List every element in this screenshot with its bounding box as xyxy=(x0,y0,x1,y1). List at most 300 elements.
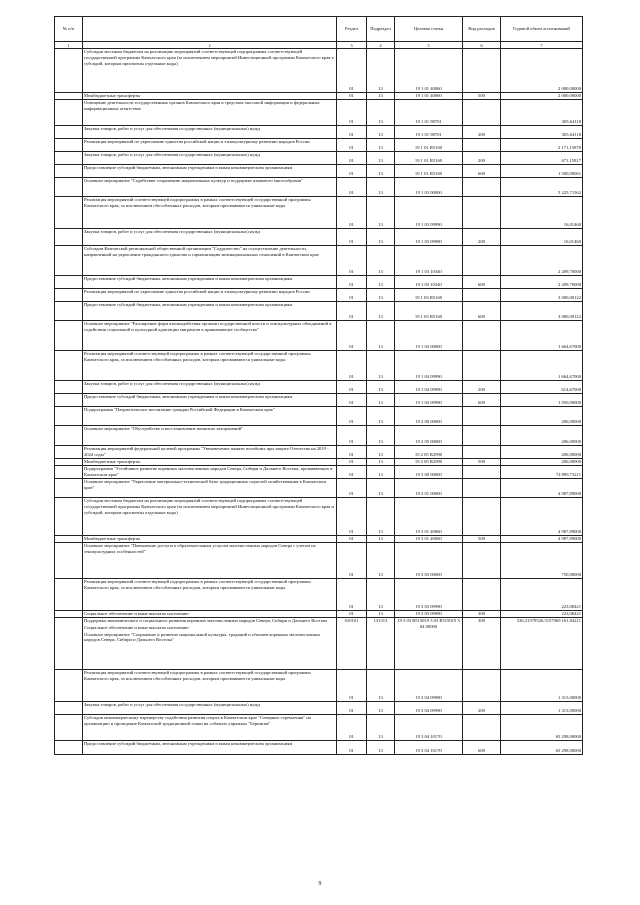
allocation-amount-cell: 223,08421 xyxy=(501,579,583,611)
expense-name-cell xyxy=(83,381,337,394)
column-number: 7 xyxy=(501,42,583,49)
expense-name-cell xyxy=(83,178,337,197)
expense-type-cell xyxy=(463,479,501,498)
podrazdel-cell: 13 xyxy=(367,126,395,139)
razdel-cell: 01 xyxy=(337,139,367,152)
allocation-amount-cell: 3 000,00122 xyxy=(501,289,583,302)
table-row xyxy=(55,289,583,302)
target-article-cell: 19 1 01 R5160 xyxy=(395,152,463,165)
podrazdel-cell: 13 xyxy=(367,611,395,618)
expense-name: Основное мероприятие "Содействие сохранению национальных культур и поддержке языкового многообразия" xyxy=(84,178,303,183)
expense-name-cell xyxy=(83,543,337,579)
target-article-cell: 19 3 00 00000 xyxy=(395,466,463,479)
expense-name-cell xyxy=(83,229,337,246)
target-article-cell: 19 3 04 09990 xyxy=(395,670,463,702)
table-row xyxy=(55,178,583,197)
expense-type-cell: 500 xyxy=(463,93,501,100)
row-index-cell xyxy=(55,394,83,407)
expense-type-cell: 500 xyxy=(463,536,501,543)
expense-name-cell xyxy=(83,302,337,321)
podrazdel-cell: 13 xyxy=(367,407,395,426)
razdel-cell: 01 xyxy=(337,446,367,459)
target-article-cell: 19 1 01 98701 xyxy=(395,100,463,126)
podrazdel-cell: 13 xyxy=(367,741,395,755)
expense-name-cell xyxy=(83,670,337,702)
target-article-cell: 19 3 01 40060 xyxy=(395,536,463,543)
expense-name-cell xyxy=(83,93,337,100)
table-row xyxy=(55,381,583,394)
allocation-amount-cell: 5 225,71562 xyxy=(501,178,583,197)
table-row xyxy=(55,321,583,351)
table-row xyxy=(55,536,583,543)
allocation-amount-cell: 16,01460 xyxy=(501,197,583,229)
razdel-cell: 01 xyxy=(337,289,367,302)
allocation-amount-cell: 65 298,00000 xyxy=(501,741,583,755)
expense-type-cell xyxy=(463,289,501,302)
table-row xyxy=(55,49,583,93)
expense-name-cell xyxy=(83,459,337,466)
table-row xyxy=(55,165,583,178)
expense-type-cell xyxy=(463,466,501,479)
expense-name-cell xyxy=(83,579,337,611)
expense-name-cell xyxy=(83,165,337,178)
razdel-cell: 01 xyxy=(337,407,367,426)
table-row xyxy=(55,139,583,152)
allocation-amount-cell: 206,00000 xyxy=(501,426,583,446)
podrazdel-cell: 13 xyxy=(367,446,395,459)
expense-name-cell xyxy=(83,321,337,351)
podrazdel-value: 13 xyxy=(378,618,383,623)
target-article-cell: 19 2 05 00000 xyxy=(395,426,463,446)
podrazdel-cell xyxy=(367,618,395,670)
row-index-cell xyxy=(55,100,83,126)
podrazdel-cell: 13 xyxy=(367,579,395,611)
expense-name: Подпрограмма "Патриотическое воспитание граждан Российской Федерации в Камчатском крае" xyxy=(84,407,275,412)
target-article-cell: 19 1 03 R5160 xyxy=(395,302,463,321)
row-index-cell xyxy=(55,715,83,741)
razdel-cell: 01 xyxy=(337,381,367,394)
expense-type-cell xyxy=(463,426,501,446)
podrazdel-cell: 13 xyxy=(367,715,395,741)
row-index-cell xyxy=(55,446,83,459)
razdel-cell: 01 xyxy=(337,670,367,702)
table-row xyxy=(55,715,583,741)
podrazdel-cell: 13 xyxy=(367,459,395,466)
expense-type-cell xyxy=(463,321,501,351)
expense-name-cell xyxy=(83,741,337,755)
table-row xyxy=(55,618,583,670)
expense-name: Предоставление субсидий бюджетным, автономным учреждениям и иным некоммерческим организациям xyxy=(84,165,293,170)
table-row xyxy=(55,126,583,139)
row-index-cell xyxy=(55,197,83,229)
expense-type-cell: 200 xyxy=(463,126,501,139)
column-number: 3 xyxy=(337,42,367,49)
target-article-cell: 19 1 01 R5160 xyxy=(395,165,463,178)
expense-name-cell xyxy=(83,126,337,139)
expense-name-cell xyxy=(83,407,337,426)
expense-name: Реализация мероприятий соответствующей подпрограммы в рамках соответствующей государственной программы Камчатского края, за исключением обособленных расходов, которым присваиваются уникальные коды xyxy=(84,579,311,590)
table-row xyxy=(55,426,583,446)
row-index-cell xyxy=(55,498,83,536)
razdel-cell: 01 xyxy=(337,165,367,178)
target-article-value: 19 3 04 00000 xyxy=(419,618,460,629)
page-number: 9 xyxy=(318,881,322,887)
target-article-cell: 19 2 05 R2990 xyxy=(395,446,463,459)
expense-name: Предоставление субсидий бюджетным, автономным учреждениям и иным некоммерческим организациям xyxy=(84,394,293,399)
expense-type-cell xyxy=(463,139,501,152)
podrazdel-cell: 13 xyxy=(367,165,395,178)
podrazdel-cell: 13 xyxy=(367,289,395,302)
expense-name: Реализация мероприятий соответствующей подпрограммы в рамках соответствующей государственной программы Камчатского края, за исключением обособленных расходов, которым присваиваются уникальные коды xyxy=(84,351,311,362)
razdel-value: 01 xyxy=(344,618,350,623)
target-article-cell: 19 3 03 09990 xyxy=(395,579,463,611)
allocation-amount-cell: 223,08421 xyxy=(501,611,583,618)
expense-type-cell xyxy=(463,579,501,611)
expense-name-cell xyxy=(83,715,337,741)
expense-name: Межбюджетные трансферты xyxy=(84,459,141,464)
target-article-cell: 19 1 03 10340 xyxy=(395,246,463,276)
expense-name: Закупка товаров, работ и услуг для обеспечения государственных (муниципальных) нужд xyxy=(84,381,260,386)
razdel-cell: 01 xyxy=(337,49,367,93)
podrazdel-cell: 13 xyxy=(367,498,395,536)
document-sheet xyxy=(54,16,582,755)
allocation-amount-cell: 2 209,70000 xyxy=(501,276,583,289)
expense-name: Предоставление субсидий бюджетным, автономным учреждениям и иным некоммерческим организациям xyxy=(84,276,293,281)
target-article-cell: 19 1 04 00000 xyxy=(395,321,463,351)
target-article-cell: 19 1 01 40060 xyxy=(395,93,463,100)
razdel-cell: 01 xyxy=(337,246,367,276)
table-row xyxy=(55,152,583,165)
expense-type-cell xyxy=(463,351,501,381)
podrazdel-cell: 13 xyxy=(367,394,395,407)
podrazdel-cell: 13 xyxy=(367,536,395,543)
target-article-cell: 19 2 00 00000 xyxy=(395,407,463,426)
target-article-cell: 19 1 01 R5160 xyxy=(395,139,463,152)
target-article-cell: 19 3 01 00000 xyxy=(395,479,463,498)
expense-name: Реализация мероприятий по укреплению единства российской нации и этнокультурному развитию народов России xyxy=(84,139,310,144)
expense-name: Межбюджетные трансферты xyxy=(84,93,141,98)
expense-name: Закупка товаров, работ и услуг для обеспечения государственных (муниципальных) нужд xyxy=(84,229,260,234)
target-article-cell: 19 3 01 40060 xyxy=(395,498,463,536)
allocation-amount-cell: 16,01460 xyxy=(501,229,583,246)
table-row xyxy=(55,579,583,611)
podrazdel-cell: 13 xyxy=(367,246,395,276)
podrazdel-value: 13 xyxy=(382,618,388,623)
razdel-cell: 01 xyxy=(337,93,367,100)
table-row xyxy=(55,498,583,536)
table-row xyxy=(55,351,583,381)
row-index-cell xyxy=(55,139,83,152)
column-number-row xyxy=(55,42,583,49)
razdel-cell: 01 xyxy=(337,178,367,197)
expense-name: Основное мероприятие "Сохранение и развитие национальной культуры, традиций и обычаев коренных малочисленных народов Севера, Сибири и Дальнего Востока" xyxy=(84,631,321,643)
podrazdel-cell: 13 xyxy=(367,276,395,289)
expense-name: Основное мероприятие "Обустройство и восстановление воинских захоронений" xyxy=(84,426,244,431)
column-number: 2 xyxy=(83,42,337,49)
expense-name-cell xyxy=(83,702,337,715)
expense-type-cell: 500 xyxy=(463,459,501,466)
row-index-cell xyxy=(55,407,83,426)
target-article-cell: 19 2 05 R2990 xyxy=(395,459,463,466)
podrazdel-cell: 13 xyxy=(367,178,395,197)
razdel-cell: 01 xyxy=(337,536,367,543)
expense-type-cell xyxy=(463,715,501,741)
column-number: 4 xyxy=(367,42,395,49)
expense-type-cell: 600 xyxy=(463,165,501,178)
table-row xyxy=(55,229,583,246)
row-index-cell xyxy=(55,466,83,479)
allocation-amount-cell: 305,64118 xyxy=(501,126,583,139)
razdel-cell: 01 xyxy=(337,479,367,498)
row-index-cell xyxy=(55,178,83,197)
podrazdel-cell: 13 xyxy=(367,381,395,394)
razdel-cell: 01 xyxy=(337,611,367,618)
allocation-amount-cell: 1 050,00000 xyxy=(501,394,583,407)
podrazdel-cell: 13 xyxy=(367,229,395,246)
expense-name: Социальное обеспечение и иные выплаты населению xyxy=(84,611,189,616)
expense-name-cell xyxy=(83,426,337,446)
row-index-cell xyxy=(55,459,83,466)
podrazdel-cell: 13 xyxy=(367,351,395,381)
expense-name: Освещение деятельности государственных органов Камчатского края в средствах массовой информации и федеральных информационных агентствах xyxy=(84,100,320,111)
expense-type-cell: 600 xyxy=(463,276,501,289)
allocation-amount-cell: 4 987,89000 xyxy=(501,536,583,543)
header-row xyxy=(55,17,583,42)
razdel-cell: 01 xyxy=(337,498,367,536)
target-article-cell: 19 3 03 00000 xyxy=(395,543,463,579)
expense-type-cell xyxy=(463,670,501,702)
target-article-cell: 19 1 03 R5160 xyxy=(395,289,463,302)
expense-name: Подпрограмма "Устойчивое развитие коренных малочисленных народов Севера, Сибири и Дальнего Востока, проживающих в Камчатском крае" xyxy=(84,466,333,477)
table-row xyxy=(55,93,583,100)
allocation-amount-cell xyxy=(501,618,583,670)
podrazdel-cell: 13 xyxy=(367,479,395,498)
razdel-cell: 01 xyxy=(337,351,367,381)
expense-name-cell xyxy=(83,618,337,670)
row-index-cell xyxy=(55,276,83,289)
expense-name: Основное мероприятие "Повышение доступа к образовательным услугам малочисленных народов Севера с учетом их этнокультурных особенностей" xyxy=(84,543,316,554)
row-index-cell xyxy=(55,289,83,302)
table-row xyxy=(55,611,583,618)
table-row xyxy=(55,302,583,321)
razdel-cell: 01 xyxy=(337,197,367,229)
expense-type-cell xyxy=(463,178,501,197)
expense-name-cell xyxy=(83,466,337,479)
razdel-cell: 01 xyxy=(337,152,367,165)
row-index-cell xyxy=(55,426,83,446)
expense-name: Субсидии местным бюджетам на реализацию мероприятий соответствующей подпрограммы соответствующей государственной программы Камчатского края (за исключением мероприятий Инвестиционной программы Камчатского края и субсидий, которым присвоены отдельные коды) xyxy=(84,498,334,515)
expense-type-cell: 600 xyxy=(463,741,501,755)
expense-name: Предоставление субсидий бюджетным, автономным учреждениям и иным некоммерческим организациям xyxy=(84,302,293,307)
header-cell: Раздел xyxy=(337,17,367,42)
table-row xyxy=(55,394,583,407)
row-index-cell xyxy=(55,246,83,276)
expense-type-value: 300 xyxy=(478,618,485,623)
expense-name-cell xyxy=(83,246,337,276)
expense-type-cell xyxy=(463,407,501,426)
header-cell: Целевая статья xyxy=(395,17,463,42)
allocation-amount-cell: 3 000,00122 xyxy=(501,302,583,321)
expense-name: Закупка товаров, работ и услуг для обеспечения государственных (муниципальных) нужд xyxy=(84,152,260,157)
allocation-amount-cell: 2 209,70000 xyxy=(501,246,583,276)
expense-name: Межбюджетные трансферты xyxy=(84,536,141,541)
table-row xyxy=(55,702,583,715)
podrazdel-cell: 13 xyxy=(367,100,395,126)
expense-type-cell: 200 xyxy=(463,702,501,715)
podrazdel-cell: 13 xyxy=(367,426,395,446)
expense-name-cell xyxy=(83,446,337,459)
expense-name-cell xyxy=(83,498,337,536)
podrazdel-cell: 13 xyxy=(367,49,395,93)
row-index-cell xyxy=(55,302,83,321)
expense-type-cell xyxy=(463,446,501,459)
expense-type-cell xyxy=(463,246,501,276)
row-index-cell xyxy=(55,152,83,165)
expense-type-cell xyxy=(463,49,501,93)
expense-name-cell xyxy=(83,100,337,126)
target-article-value: 19 3 03 R5150 xyxy=(424,618,452,623)
row-index-cell xyxy=(55,321,83,351)
razdel-cell: 01 xyxy=(337,459,367,466)
table-row xyxy=(55,246,583,276)
target-article-cell: 19 1 03 10340 xyxy=(395,276,463,289)
target-article-cell: 19 1 01 98701 xyxy=(395,126,463,139)
expense-type-cell xyxy=(463,498,501,536)
column-number: 6 xyxy=(463,42,501,49)
expense-type-cell xyxy=(463,618,501,670)
razdel-cell xyxy=(337,618,367,670)
table-row xyxy=(55,543,583,579)
expense-type-cell: 200 xyxy=(463,152,501,165)
row-index-cell xyxy=(55,618,83,670)
razdel-cell: 01 xyxy=(337,229,367,246)
expense-name: Реализация мероприятий соответствующей подпрограммы в рамках соответствующей государственной программы Камчатского края, за исключением обособленных расходов, которым присваиваются уникальные коды xyxy=(84,197,311,208)
table-row xyxy=(55,100,583,126)
razdel-cell: 01 xyxy=(337,100,367,126)
razdel-value: 01 xyxy=(353,618,359,623)
allocation-amount-cell: 65 298,00000 xyxy=(501,715,583,741)
allocation-amount-cell: 750,00000 xyxy=(501,543,583,579)
expense-name: Закупка товаров, работ и услуг для обеспечения государственных (муниципальных) нужд xyxy=(84,702,260,707)
expense-name-cell xyxy=(83,479,337,498)
allocation-amount-cell: 4 987,89000 xyxy=(501,479,583,498)
row-index-cell xyxy=(55,611,83,618)
expense-name: Субсидия некоммерческому партнерству содействия развития спорта в Камчатском крае "Северные стремления" на организацию и проведение Камчатской традиционной гонки на собачьих упряжках "Берингия" xyxy=(84,715,311,726)
column-number: 5 xyxy=(395,42,463,49)
expense-name-cell xyxy=(83,289,337,302)
razdel-cell: 01 xyxy=(337,276,367,289)
target-article-cell: 19 3 04 10170 xyxy=(395,741,463,755)
expense-name-cell xyxy=(83,49,337,93)
allocation-amount-cell: 305,64118 xyxy=(501,100,583,126)
target-article-value: 19 3 03 R5150 xyxy=(397,618,425,623)
budget-table xyxy=(54,16,583,755)
expense-name: Реализация мероприятий соответствующей подпрограммы в рамках соответствующей государственной программы Камчатского края, за исключением обособленных расходов, которым присваиваются уникальные коды xyxy=(84,670,311,681)
razdel-cell: 01 xyxy=(337,741,367,755)
razdel-value: 01 xyxy=(349,618,354,623)
table-row xyxy=(55,466,583,479)
podrazdel-cell: 13 xyxy=(367,702,395,715)
expense-name-cell xyxy=(83,152,337,165)
razdel-cell: 01 xyxy=(337,702,367,715)
allocation-amount-cell: 206,00000 xyxy=(501,459,583,466)
podrazdel-cell: 13 xyxy=(367,321,395,351)
razdel-cell: 01 xyxy=(337,543,367,579)
podrazdel-cell: 13 xyxy=(367,670,395,702)
allocation-amount-cell: 2 000,00000 xyxy=(501,49,583,93)
row-index-cell xyxy=(55,229,83,246)
table-row xyxy=(55,670,583,702)
header-cell: Подраздел xyxy=(367,17,395,42)
allocation-amount-cell: 1 313,00000 xyxy=(501,670,583,702)
header-cell xyxy=(83,17,337,42)
target-article-cell: 19 3 04 09990 xyxy=(395,702,463,715)
razdel-cell: 01 xyxy=(337,715,367,741)
allocation-amount-cell: 206,00000 xyxy=(501,446,583,459)
row-index-cell xyxy=(55,165,83,178)
allocation-amount-cell: 1 664,67000 xyxy=(501,321,583,351)
razdel-cell: 01 xyxy=(337,126,367,139)
row-index-cell xyxy=(55,741,83,755)
target-article-cell: 19 1 03 09990 xyxy=(395,229,463,246)
expense-name: Социальное обеспечение и иные выплаты населению xyxy=(84,624,189,630)
expense-name-cell xyxy=(83,394,337,407)
expense-name-cell xyxy=(83,197,337,229)
expense-name: Субсидии местным бюджетам на реализацию мероприятий соответствующей подпрограммы соответствующей государственной программы Камчатского края (за исключением мероприятий Инвестиционной программы Камчатского края в субсидий, которым присвоены отдельные коды) xyxy=(84,49,334,66)
expense-type-cell: 200 xyxy=(463,381,501,394)
target-article-cell: 19 1 04 09990 xyxy=(395,394,463,407)
allocation-amount-cell: 4 987,89000 xyxy=(501,498,583,536)
target-article-cell xyxy=(395,618,463,670)
expense-name: Субсидии Камчатской региональной общественной организации "Содружество" на осуществление деятельности, направленной на укрепление гражданского единства и гармонизацию межнациональных отношений в Камчатском крае xyxy=(84,246,319,257)
table-row xyxy=(55,276,583,289)
razdel-cell: 01 xyxy=(337,302,367,321)
row-index-cell xyxy=(55,702,83,715)
allocation-amount-cell: 206,00000 xyxy=(501,407,583,426)
target-article-cell: 19 3 04 10170 xyxy=(395,715,463,741)
table-row xyxy=(55,459,583,466)
header-cell: Годовой объем ассигнований xyxy=(501,17,583,42)
target-article-cell: 19 1 04 09990 xyxy=(395,351,463,381)
table-row xyxy=(55,446,583,459)
podrazdel-value: 13 xyxy=(373,618,379,623)
expense-type-cell: 600 xyxy=(463,302,501,321)
header-cell: Вид расходов xyxy=(463,17,501,42)
razdel-cell: 01 xyxy=(337,466,367,479)
table-body xyxy=(55,49,583,755)
allocation-amount-cell: 2 000,00000 xyxy=(501,93,583,100)
target-article-cell: 19 1 03 00000 xyxy=(395,178,463,197)
podrazdel-cell: 13 xyxy=(367,152,395,165)
razdel-cell: 01 xyxy=(337,321,367,351)
row-index-cell xyxy=(55,536,83,543)
row-index-cell xyxy=(55,126,83,139)
allocation-amount-value: 526,31579 xyxy=(516,618,537,623)
column-number: 1 xyxy=(55,42,83,49)
allocation-amount-cell: 2 171,15878 xyxy=(501,139,583,152)
expense-type-cell: 600 xyxy=(463,394,501,407)
allocation-amount-cell: 1 664,67000 xyxy=(501,351,583,381)
razdel-cell: 01 xyxy=(337,394,367,407)
row-index-cell xyxy=(55,579,83,611)
allocation-amount-value: 69 161,84211 xyxy=(555,618,581,623)
razdel-cell: 01 xyxy=(337,426,367,446)
expense-name: Основное мероприятие "Укрепление материально-технической базы традиционных отраслей хозяйствования в Камчатском крае" xyxy=(84,479,327,490)
expense-name-cell xyxy=(83,139,337,152)
podrazdel-cell: 13 xyxy=(367,466,395,479)
podrazdel-cell: 13 xyxy=(367,139,395,152)
target-article-cell: 19 1 03 09990 xyxy=(395,197,463,229)
